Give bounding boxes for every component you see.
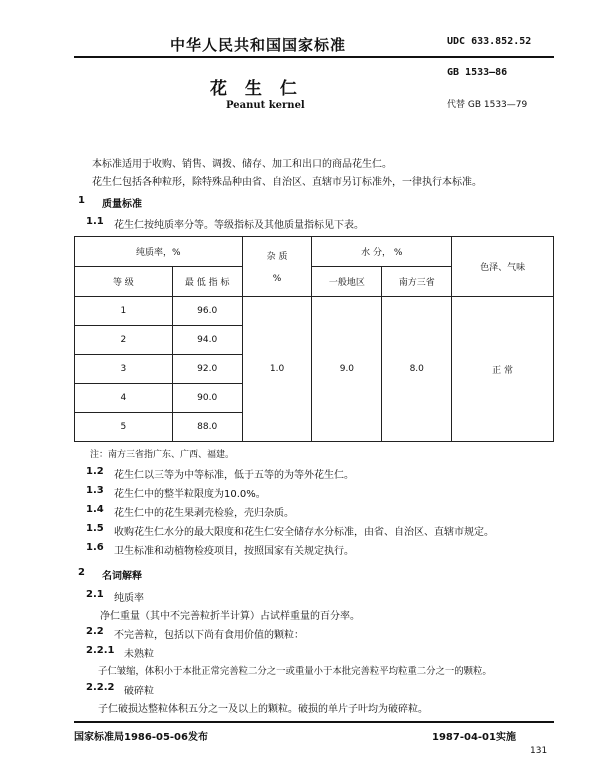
item-1-3-number: 1.3 <box>86 485 104 496</box>
min-cell: 90.0 <box>172 384 242 413</box>
min-cell: 92.0 <box>172 355 242 384</box>
impurity-header-label: 杂 质 <box>266 252 288 262</box>
item-1-2-text: 花生仁以三等为中等标准，低于五等的为等外花生仁。 <box>114 470 354 481</box>
item-1-6-text: 卫生标准和动植物检疫项目，按照国家有关规定执行。 <box>114 546 354 557</box>
effective-date: 1987-04-01实施 <box>432 732 516 743</box>
def-2-2-1-body: 子仁皱缩，体积小于本批正常完善粒二分之一或重量小于本批完善粒平均粒重二分之一的颗粒。 <box>98 666 492 677</box>
issued-date: 国家标准局1986-05-06发布 <box>74 732 208 743</box>
table-row <box>75 297 554 326</box>
issuer-title: 中华人民共和国国家标准 <box>170 36 347 54</box>
min-cell: 94.0 <box>172 326 242 355</box>
purity-header: 纯质率，% <box>75 237 243 267</box>
grade-header: 等 级 <box>75 267 173 297</box>
item-1-6-number: 1.6 <box>86 542 104 553</box>
color-value: 正 常 <box>452 297 554 442</box>
item-1-1-text: 花生仁按纯质率分等。等级指标及其他质量指标见下表。 <box>114 220 364 231</box>
intro-paragraph-1: 本标准适用于收购、销售、调拨、储存、加工和出口的商品花生仁。 <box>92 159 392 170</box>
def-2-2-2-title: 破碎粒 <box>124 686 154 697</box>
header-rule <box>74 56 554 58</box>
grade-cell: 1 <box>75 297 173 326</box>
grade-cell: 5 <box>75 413 173 442</box>
item-1-4-number: 1.4 <box>86 504 104 515</box>
impurity-unit: % <box>272 274 282 284</box>
def-2-2-number: 2.2 <box>86 626 104 637</box>
standard-number: GB 1533—86 <box>447 67 508 78</box>
section-1-number: 1 <box>78 195 85 206</box>
impurity-value: 1.0 <box>242 297 312 442</box>
doc-title-en: Peanut kernel <box>226 100 305 111</box>
intro-paragraph-2: 花生仁包括各种粒形，除特殊品种由省、自治区、直辖市另订标准外，一律执行本标准。 <box>92 177 482 188</box>
quality-table <box>74 236 554 442</box>
impurity-header <box>242 237 312 297</box>
section-2-number: 2 <box>78 567 85 578</box>
region-general-header: 一般地区 <box>312 267 382 297</box>
moisture-header: 水 分， % <box>312 237 452 267</box>
region-south-header: 南方三省 <box>382 267 452 297</box>
min-cell: 96.0 <box>172 297 242 326</box>
table-note: 注：南方三省指广东、广西、福建。 <box>90 450 235 460</box>
udc-code: UDC 633.852.52 <box>447 36 532 47</box>
item-1-4-text: 花生仁中的花生果剥壳检验，壳归杂质。 <box>114 508 294 519</box>
def-2-1-body: 净仁重量（其中不完善粒折半计算）占试样重量的百分率。 <box>100 611 360 622</box>
grade-cell: 3 <box>75 355 173 384</box>
def-2-2-2-body: 子仁破损达整粒体积五分之一及以上的颗粒。破损的单片子叶均为破碎粒。 <box>98 704 428 715</box>
grade-cell: 2 <box>75 326 173 355</box>
def-2-1-title: 纯质率 <box>114 593 144 604</box>
item-1-5-number: 1.5 <box>86 523 104 534</box>
def-2-2-1-title: 未熟粒 <box>124 649 154 660</box>
def-2-2-1-number: 2.2.1 <box>86 645 115 656</box>
doc-title-cn: 花 生 仁 <box>210 79 303 99</box>
grade-cell: 4 <box>75 384 173 413</box>
color-header: 色泽、气味 <box>452 237 554 297</box>
moisture-south-value: 8.0 <box>382 297 452 442</box>
item-1-1-number: 1.1 <box>86 216 104 227</box>
item-1-3-text: 花生仁中的整半粒限度为10.0%。 <box>114 489 266 500</box>
moisture-general-value: 9.0 <box>312 297 382 442</box>
min-index-header: 最 低 指 标 <box>172 267 242 297</box>
def-2-2-2-number: 2.2.2 <box>86 682 115 693</box>
page-number: 131 <box>530 746 548 756</box>
section-1-title: 质量标准 <box>102 199 142 210</box>
section-2-title: 名词解释 <box>102 571 142 582</box>
item-1-2-number: 1.2 <box>86 466 104 477</box>
item-1-5-text: 收购花生仁水分的最大限度和花生仁安全储存水分标准，由省、自治区、直辖市规定。 <box>114 527 494 538</box>
footer-rule <box>74 721 554 723</box>
def-2-1-number: 2.1 <box>86 589 104 600</box>
replaces-note: 代替 GB 1533—79 <box>447 100 528 110</box>
def-2-2-text: 不完善粒，包括以下尚有食用价值的颗粒： <box>114 630 304 641</box>
min-cell: 88.0 <box>172 413 242 442</box>
